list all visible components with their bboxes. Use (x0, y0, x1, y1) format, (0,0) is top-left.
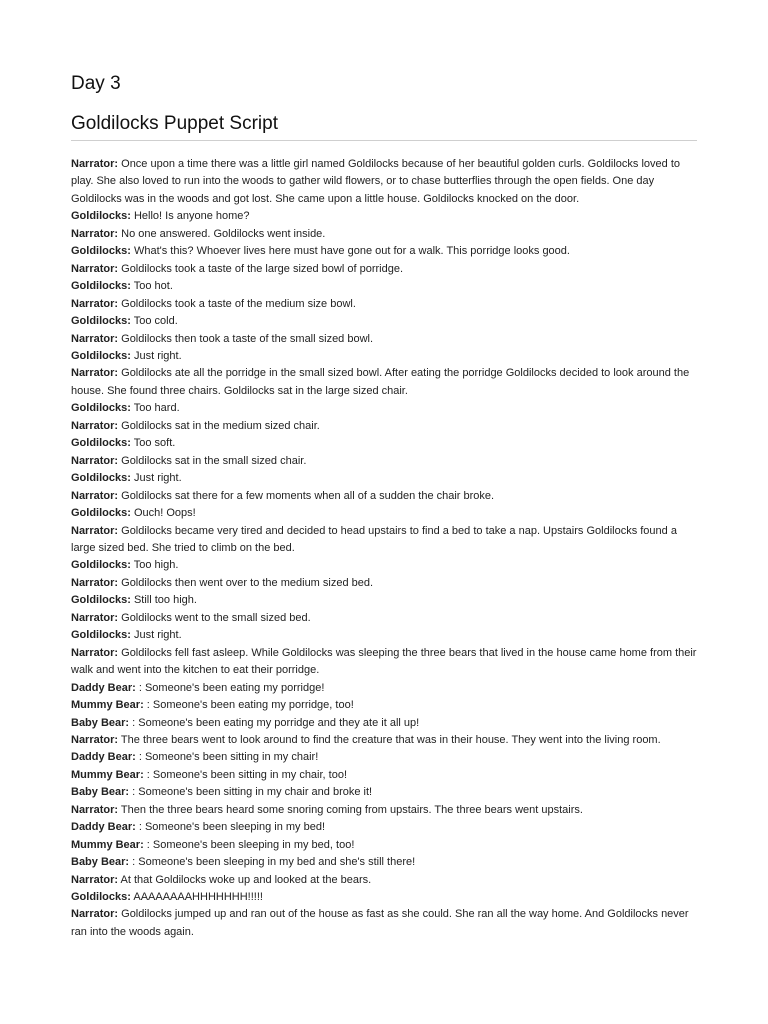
speaker-label: Narrator: (71, 733, 119, 746)
script-line (71, 819, 697, 836)
speaker-label: Goldilocks: (71, 629, 131, 642)
dialogue-text: Goldilocks became very tired and decided to head upstairs to find a bed to take a nap. Upstairs Goldilocks found a large sized bed. She tried to climb on the bed. (71, 524, 677, 554)
speaker-label: Mummy Bear: (71, 838, 144, 851)
dialogue-text: Goldilocks went to the small sized bed. (118, 611, 311, 624)
dialogue-text: Still too high. (130, 594, 197, 607)
speaker-label: Goldilocks: (71, 507, 131, 520)
script-line (71, 331, 697, 348)
speaker-label: Goldilocks: (71, 437, 131, 450)
dialogue-text: Too high. (130, 559, 179, 572)
dialogue-text: : Someone's been sitting in my chair, too! (143, 768, 348, 781)
script-line (71, 802, 697, 819)
speaker-label: Baby Bear: (71, 716, 130, 729)
script-line (71, 889, 697, 906)
script-line (71, 732, 697, 749)
dialogue-text: Goldilocks sat in the medium sized chair. (118, 419, 320, 432)
script-line (71, 715, 697, 732)
dialogue-text: Goldilocks took a taste of the medium size bowl. (118, 297, 356, 310)
speaker-label: Narrator: (71, 646, 119, 659)
speaker-label: Goldilocks: (71, 280, 131, 293)
speaker-label: Daddy Bear: (71, 751, 136, 764)
dialogue-text: What's this? Whoever lives here must have gone out for a walk. This porridge looks good. (130, 245, 570, 258)
script-line (71, 837, 697, 854)
speaker-label: Narrator: (71, 454, 119, 467)
dialogue-text: Just right. (130, 629, 182, 642)
speaker-label: Goldilocks: (71, 594, 131, 607)
script-line (71, 680, 697, 697)
speaker-label: Baby Bear: (71, 786, 130, 799)
dialogue-text: Too hot. (130, 280, 173, 293)
speaker-label: Goldilocks: (71, 245, 131, 258)
script-line (71, 365, 697, 400)
script-line (71, 906, 697, 941)
speaker-label: Narrator: (71, 611, 119, 624)
dialogue-text: No one answered. Goldilocks went inside. (118, 227, 326, 240)
script-line (71, 156, 697, 208)
script-line (71, 610, 697, 627)
dialogue-text: : Someone's been sitting in my chair! (135, 751, 319, 764)
page-title: Goldilocks Puppet Script (71, 110, 697, 141)
script-line (71, 784, 697, 801)
dialogue-text: Just right. (130, 349, 182, 362)
dialogue-text: : Someone's been sitting in my chair and broke it! (129, 786, 373, 799)
script-line (71, 261, 697, 278)
script-line (71, 767, 697, 784)
dialogue-text: Hello! Is anyone home? (130, 210, 250, 223)
speaker-label: Narrator: (71, 803, 119, 816)
dialogue-text: The three bears went to look around to find the creature that was in their house. They went into the living room. (118, 733, 661, 746)
dialogue-text: Goldilocks took a taste of the large sized bowl of porridge. (118, 262, 404, 275)
dialogue-text: Too hard. (130, 402, 180, 415)
script-line (71, 400, 697, 417)
speaker-label: Baby Bear: (71, 856, 130, 869)
speaker-label: Goldilocks: (71, 472, 131, 485)
script-line (71, 627, 697, 644)
script-line (71, 313, 697, 330)
dialogue-text: Too soft. (130, 437, 176, 450)
script-line (71, 243, 697, 260)
speaker-label: Goldilocks: (71, 891, 131, 904)
dialogue-text: : Someone's been sleeping in my bed and she's still there! (129, 856, 416, 869)
dialogue-text: Goldilocks then took a taste of the small sized bowl. (118, 332, 374, 345)
dialogue-text: Ouch! Oops! (130, 507, 196, 520)
speaker-label: Narrator: (71, 262, 119, 275)
speaker-label: Mummy Bear: (71, 699, 144, 712)
dialogue-text: Goldilocks sat there for a few moments when all of a sudden the chair broke. (118, 489, 495, 502)
speaker-label: Daddy Bear: (71, 821, 136, 834)
script-line (71, 208, 697, 225)
document-page (71, 70, 697, 941)
day-heading: Day 3 (71, 73, 121, 94)
script-line (71, 278, 697, 295)
speaker-label: Narrator: (71, 524, 119, 537)
speaker-label: Goldilocks: (71, 210, 131, 223)
script-line (71, 557, 697, 574)
speaker-label: Goldilocks: (71, 559, 131, 572)
dialogue-text: Once upon a time there was a little girl named Goldilocks because of her beautiful golden curls. Goldilocks loved to play. She also loved to run into the woods to gather wild flowers, or to chase butterflies through the open fields. One day Goldilocks was in the woods and got lost. She came upon a little house. Goldilocks knocked on the door. (71, 158, 680, 205)
script-line (71, 749, 697, 766)
script-body (71, 156, 697, 941)
script-line (71, 854, 697, 871)
script-line (71, 488, 697, 505)
script-line (71, 505, 697, 522)
dialogue-text: : Someone's been sleeping in my bed! (135, 821, 326, 834)
dialogue-text: : Someone's been eating my porridge, too! (143, 699, 354, 712)
dialogue-text: AAAAAAAAHHHHHHH!!!!! (130, 891, 263, 904)
speaker-label: Narrator: (71, 227, 119, 240)
dialogue-text: Goldilocks then went over to the medium sized bed. (118, 576, 374, 589)
speaker-label: Goldilocks: (71, 349, 131, 362)
script-line (71, 453, 697, 470)
speaker-label: Goldilocks: (71, 402, 131, 415)
dialogue-text: Just right. (130, 472, 182, 485)
speaker-label: Narrator: (71, 908, 119, 921)
speaker-label: Daddy Bear: (71, 681, 136, 694)
script-line (71, 470, 697, 487)
speaker-label: Narrator: (71, 576, 119, 589)
script-line (71, 296, 697, 313)
speaker-label: Narrator: (71, 873, 119, 886)
dialogue-text: Too cold. (130, 315, 178, 328)
speaker-label: Narrator: (71, 332, 119, 345)
speaker-label: Narrator: (71, 367, 119, 380)
script-line (71, 697, 697, 714)
script-line (71, 418, 697, 435)
speaker-label: Narrator: (71, 158, 119, 170)
script-line (71, 645, 697, 680)
script-line (71, 523, 697, 558)
dialogue-text: : Someone's been eating my porridge and they ate it all up! (129, 716, 420, 729)
speaker-label: Narrator: (71, 489, 119, 502)
script-line (71, 348, 697, 365)
speaker-label: Narrator: (71, 419, 119, 432)
speaker-label: Mummy Bear: (71, 768, 144, 781)
dialogue-text: At that Goldilocks woke up and looked at the bears. (118, 873, 372, 886)
dialogue-text: Goldilocks sat in the small sized chair. (118, 454, 307, 467)
script-line (71, 435, 697, 452)
script-line (71, 872, 697, 889)
script-line (71, 592, 697, 609)
speaker-label: Goldilocks: (71, 315, 131, 328)
dialogue-text: : Someone's been sleeping in my bed, too! (143, 838, 355, 851)
script-line (71, 226, 697, 243)
dialogue-text: : Someone's been eating my porridge! (135, 681, 325, 694)
speaker-label: Narrator: (71, 297, 119, 310)
dialogue-text: Then the three bears heard some snoring coming from upstairs. The three bears went upstairs. (118, 803, 583, 816)
dialogue-text: Goldilocks jumped up and ran out of the house as fast as she could. She ran all the way home. And Goldilocks never ran into the woods again. (71, 908, 689, 938)
script-line (71, 575, 697, 592)
dialogue-text: Goldilocks fell fast asleep. While Goldilocks was sleeping the three bears that lived in the house came home from their walk and went into the kitchen to eat their porridge. (71, 646, 697, 677)
dialogue-text: Goldilocks ate all the porridge in the small sized bowl. After eating the porridge Goldilocks decided to look around the house. She found three chairs. Goldilocks sat in the large sized chair. (71, 367, 690, 397)
